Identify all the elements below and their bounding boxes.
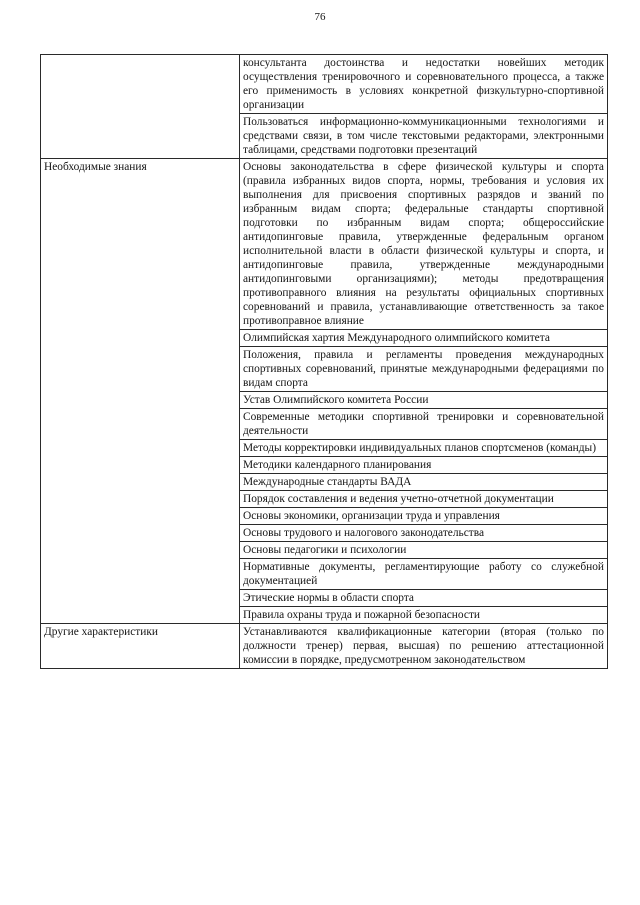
row-text: Основы трудового и налогового законодательства bbox=[240, 525, 608, 542]
row-text: Этические нормы в области спорта bbox=[240, 590, 608, 607]
row-text: Пользоваться информационно-коммуникационными технологиями и средствами связи, в том числе текстовыми редакторами, электронными таблицами, средствами подготовки презентаций bbox=[240, 114, 608, 159]
row-text: Устав Олимпийского комитета России bbox=[240, 392, 608, 409]
row-text: Положения, правила и регламенты проведения международных спортивных соревнований, принятые международными федерациями по видам спорта bbox=[240, 347, 608, 392]
section-label-required-knowledge: Необходимые знания bbox=[41, 159, 240, 624]
row-text: Основы экономики, организации труда и управления bbox=[240, 508, 608, 525]
qualification-table bbox=[40, 54, 608, 669]
table-row bbox=[41, 159, 608, 330]
row-text: Основы педагогики и психологии bbox=[240, 542, 608, 559]
row-text: Методики календарного планирования bbox=[240, 457, 608, 474]
section-label bbox=[41, 55, 240, 159]
table-row bbox=[41, 55, 608, 114]
table-row bbox=[41, 624, 608, 669]
row-text: Олимпийская хартия Международного олимпийского комитета bbox=[240, 330, 608, 347]
row-text: консультанта достоинства и недостатки новейших методик осуществления тренировочного и соревновательного процесса, а также его применимость в условиях конкретной физкультурно-спортивной организации bbox=[240, 55, 608, 114]
page-number: 76 bbox=[314, 11, 326, 23]
section-label-other-characteristics: Другие характеристики bbox=[41, 624, 240, 669]
row-text: Нормативные документы, регламентирующие работу со служебной документацией bbox=[240, 559, 608, 590]
row-text: Порядок составления и ведения учетно-отчетной документации bbox=[240, 491, 608, 508]
row-text: Основы законодательства в сфере физической культуры и спорта (правила избранных видов спорта, нормы, требования и условия их выполнения для присвоения спортивных разрядов и званий по избранным видам спорта; федеральные стандарты спортивной подготовки по избранным видам спорта; общероссийские антидопинговые правила, утвержденные федеральным органом исполнительной власти в области физической культуры и спорта, и антидопинговые правила, утвержденные международными антидопинговыми организациями); методы предотвращения противоправного влияния на результаты официальных спортивных соревнований и правила, устанавливающие ответственность за такое противоправное влияние bbox=[240, 159, 608, 330]
row-text: Международные стандарты ВАДА bbox=[240, 474, 608, 491]
row-text: Современные методики спортивной тренировки и соревновательной деятельности bbox=[240, 409, 608, 440]
row-text: Устанавливаются квалификационные категории (вторая (только по должности тренер) первая, высшая) по решению аттестационной комиссии в порядке, предусмотренном законодательством bbox=[240, 624, 608, 669]
row-text: Методы корректировки индивидуальных планов спортсменов (команды) bbox=[240, 440, 608, 457]
row-text: Правила охраны труда и пожарной безопасности bbox=[240, 607, 608, 624]
